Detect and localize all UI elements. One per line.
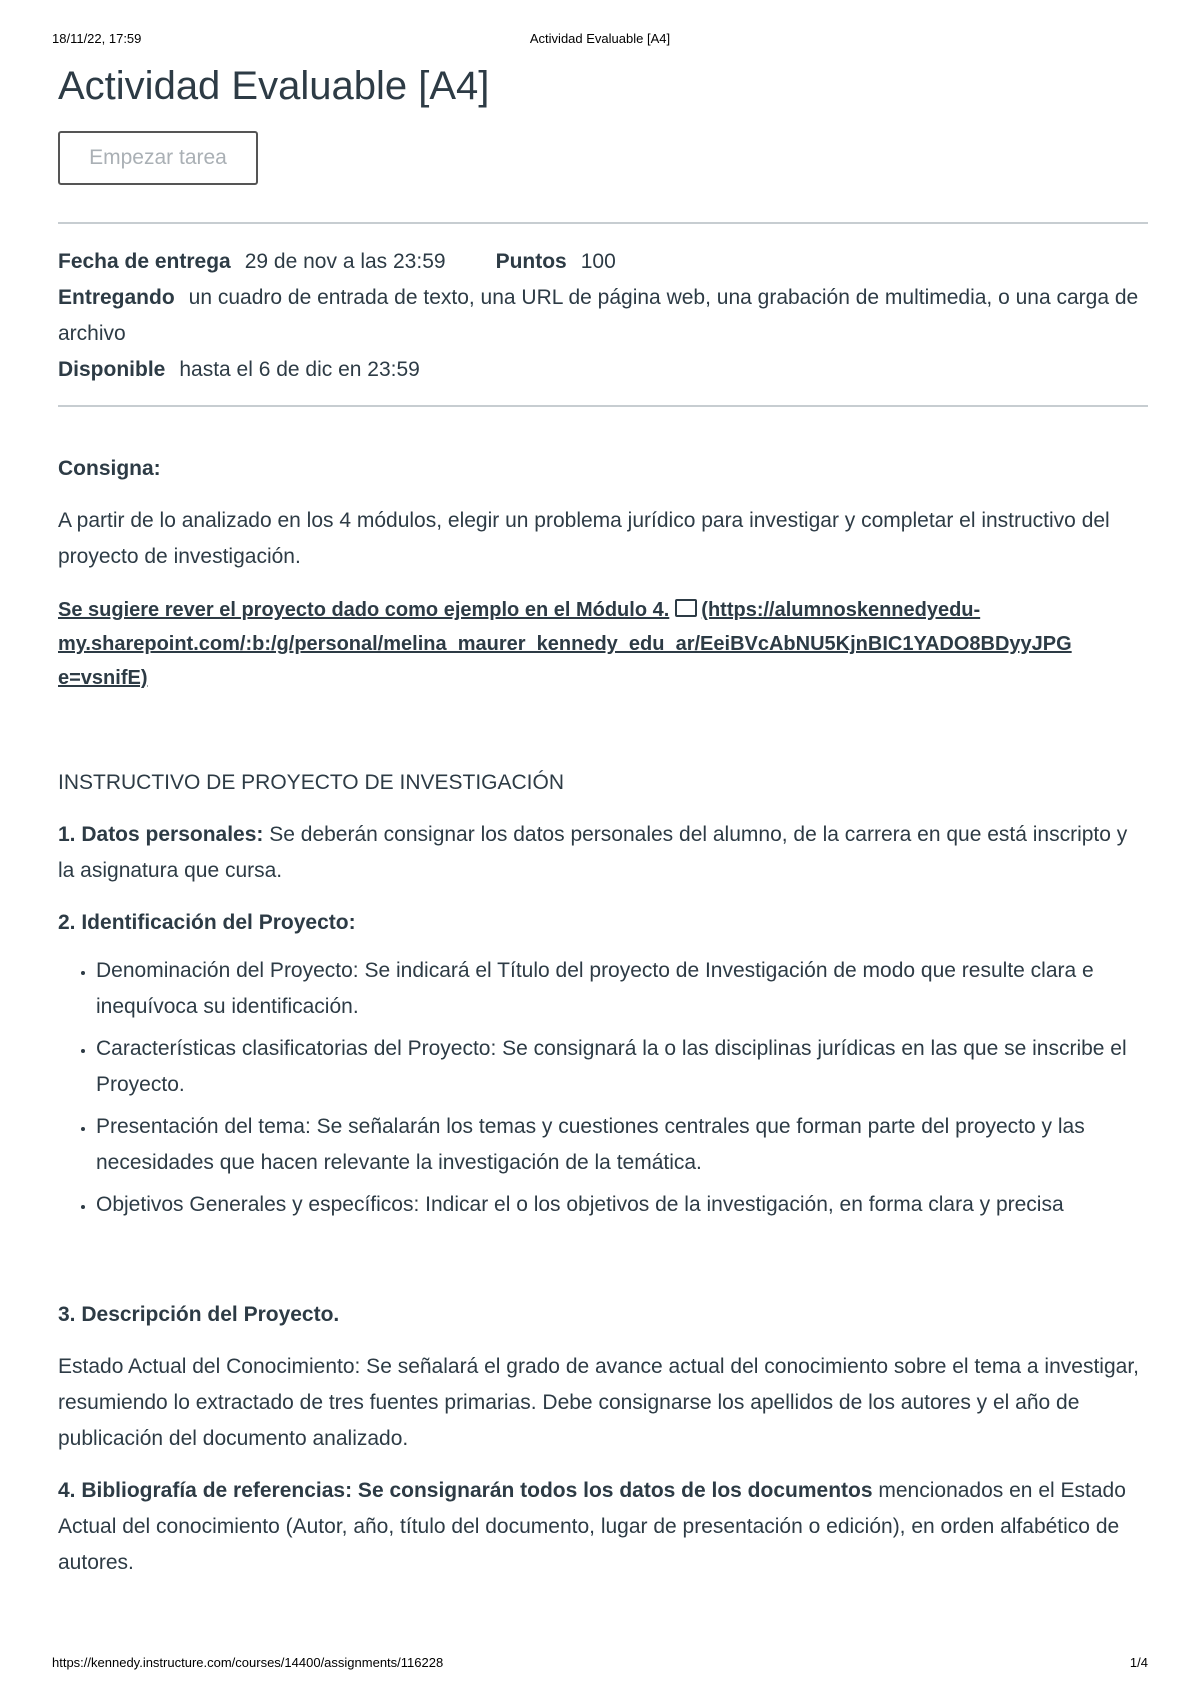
section-3-title: 3. Descripción del Proyecto. [58,1303,340,1326]
divider [58,405,1148,407]
print-url: https://kennedy.instructure.com/courses/14400/assignments/116228 [52,1655,444,1670]
points-label: Puntos [495,250,567,273]
assignment-description [58,451,1148,1581]
due-label: Fecha de entrega [58,250,231,273]
print-date: 18/11/22, 17:59 [52,31,142,46]
list-item: • Características clasificatorias del Proyecto: Se consignará la o las disciplinas jurídicas en las que se inscribe el Proyecto. [96,1031,1148,1103]
section-1-title: 1. Datos personales: [58,823,264,846]
available-value: hasta el 6 de dic en 23:59 [179,358,420,381]
assignment-details [58,224,1148,388]
example-link-url-1[interactable]: (https://alumnoskennedyedu- [701,599,981,621]
instructivo-title: INSTRUCTIVO DE PROYECTO DE INVESTIGACIÓN [58,771,565,794]
due-row [58,244,1148,280]
example-link-url-2[interactable]: my.sharepoint.com/:b:/g/personal/melina_maurer_kennedy_edu_ar/EeiBVcAbNU5KjnBIC1YADO8BDyyJPG [58,633,1072,655]
example-link-url-3[interactable]: e=vsnifE) [58,667,148,689]
available-label: Disponible [58,358,166,381]
section-2-title: 2. Identificación del Proyecto: [58,911,356,934]
print-footer [52,1655,1148,1675]
section-bibliografia [58,1473,1148,1581]
start-assignment-button[interactable]: Empezar tarea [58,131,258,185]
submitting-value: un cuadro de entrada de texto, una URL de página web, una grabación de multimedia, o una carga de archivo [58,286,1139,345]
assignment-content [58,60,1148,1581]
section-datos-personales [58,817,1148,889]
list-item: • Presentación del tema: Se señalarán los temas y cuestiones centrales que forman parte del proyecto y las necesidades que hacen relevante la investigación de la temática. [96,1109,1148,1181]
example-link-text[interactable]: Se sugiere rever el proyecto dado como ejemplo en el Módulo 4. [58,599,670,621]
list-item: • Objetivos Generales y específicos: Indicar el o los objetivos de la investigación, en forma clara y precisa [96,1187,1148,1223]
external-link-icon [675,599,697,617]
section-3-text: Estado Actual del Conocimiento: Se señalará el grado de avance actual del conocimiento sobre el tema a investigar, resumiendo lo extractado de tres fuentes primarias. Debe consignarse los apellidos de los autores y el año de publicación del documento analizado. [58,1355,1139,1450]
section-identificacion [58,905,1148,941]
submitting-row [58,280,1148,352]
submitting-label: Entregando [58,286,175,309]
consigna-label: Consigna: [58,457,161,480]
example-project-link[interactable] [58,593,1148,695]
print-title: Actividad Evaluable [A4] [529,31,671,46]
section-4-text: mencionados en el Estado Actual del conocimiento (Autor, año, título del documento, lugar de presentación o edición), en orden alfabético de autores. [58,1479,1126,1574]
consigna-text: A partir de lo analizado en los 4 módulos, elegir un problema jurídico para investigar y completar el instructivo del proyecto de investigación. [58,509,1110,568]
identification-list [58,953,1148,1223]
due-value: 29 de nov a las 23:59 [244,250,446,273]
print-page-number: 1/4 [1129,1655,1148,1670]
section-4-title: 4. Bibliografía de referencias: Se consignarán todos los datos de los documentos [58,1479,873,1502]
page-title: Actividad Evaluable [A4] [58,64,490,108]
available-row [58,352,1148,388]
section-1-text: Se deberán consignar los datos personales del alumno, de la carrera en que está inscripto y la asignatura que cursa. [58,823,1128,882]
points-value: 100 [580,250,616,273]
list-item: • Denominación del Proyecto: Se indicará el Título del proyecto de Investigación de modo que resulte clara e inequívoca su identificación. [96,953,1148,1025]
print-header [52,31,1148,51]
